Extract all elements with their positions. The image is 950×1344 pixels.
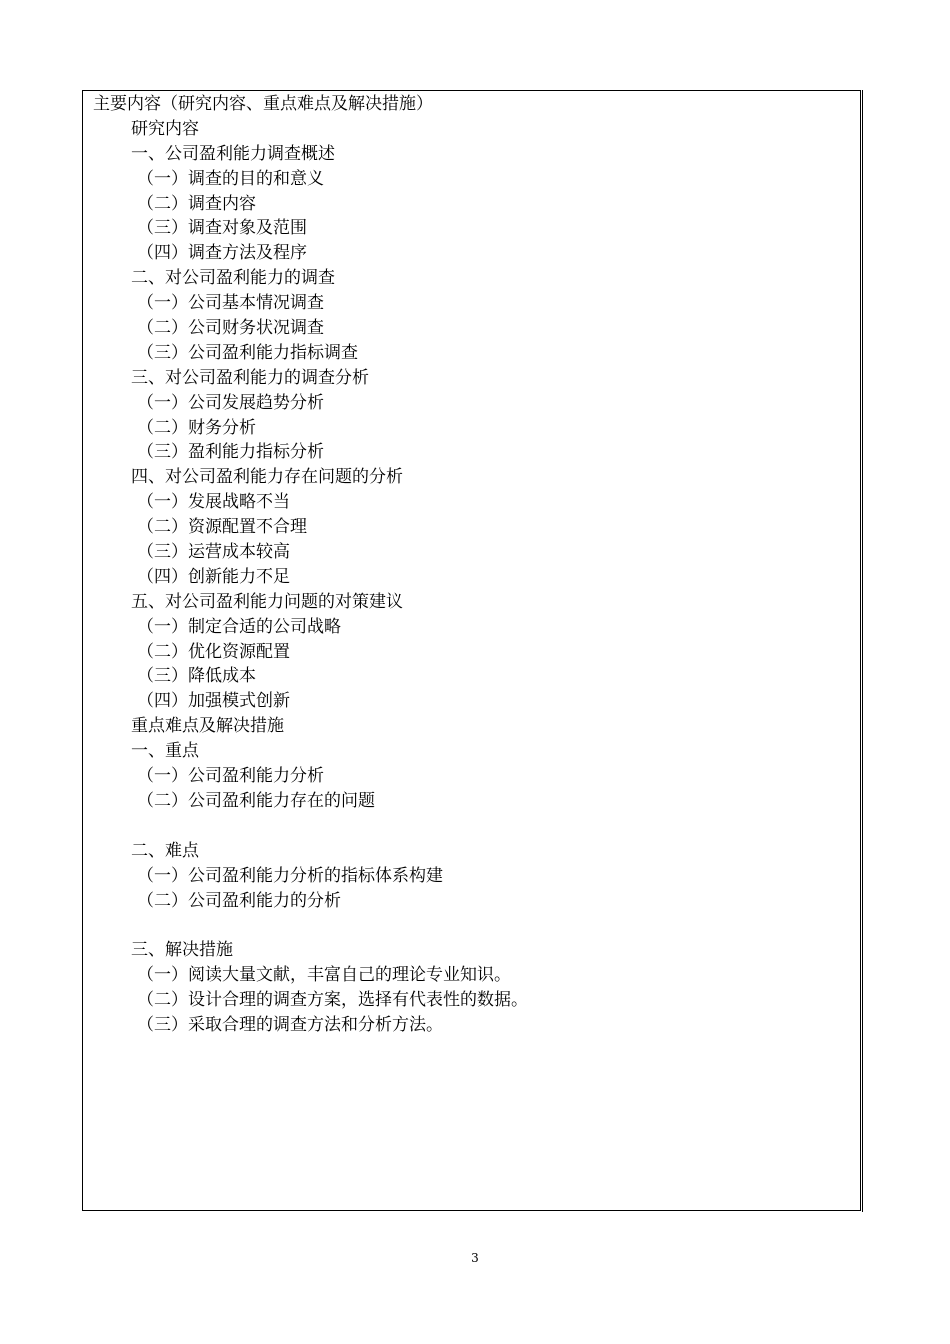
blank-line xyxy=(83,814,860,839)
outline-subitem: （三）调查对象及范围 xyxy=(137,218,307,239)
outline-subitem: （一）公司盈利能力分析 xyxy=(137,766,324,787)
outline-subitem: （一）调查的目的和意义 xyxy=(137,168,324,189)
blank-line xyxy=(83,913,860,938)
outline-subitem: （二）公司盈利能力存在的问题 xyxy=(137,790,375,811)
outline-subitem: （三）运营成本较高 xyxy=(137,542,290,563)
section-heading: 主要内容（研究内容、重点难点及解决措施） xyxy=(93,94,433,114)
outline-item: 五、对公司盈利能力问题的对策建议 xyxy=(131,591,403,612)
outline-subitem: （四）创新能力不足 xyxy=(137,566,290,587)
outline-subitem: （二）调查内容 xyxy=(137,193,256,214)
content-body xyxy=(83,92,860,1038)
outline-subitem: （三）盈利能力指标分析 xyxy=(137,442,324,463)
outline-subitem: （四）加强模式创新 xyxy=(137,691,290,712)
outline-item: 二、难点 xyxy=(131,840,199,861)
outline-subitem: （一）公司发展趋势分析 xyxy=(137,392,324,413)
outline-subitem: （三）公司盈利能力指标调查 xyxy=(137,342,358,363)
outline-item: 四、对公司盈利能力存在问题的分析 xyxy=(131,467,403,488)
outline-subitem: （三）采取合理的调查方法和分析方法。 xyxy=(137,1014,443,1035)
outline-subitem: （一）发展战略不当 xyxy=(137,492,290,513)
outline-subitem: （二）资源配置不合理 xyxy=(137,517,307,538)
outline-item: 研究内容 xyxy=(131,118,199,139)
outline-subitem: （二）公司盈利能力的分析 xyxy=(137,890,341,911)
outline-item: 一、重点 xyxy=(131,741,199,762)
outline-subitem: （三）降低成本 xyxy=(137,666,256,687)
page-number: 3 xyxy=(471,1251,479,1265)
outline-subitem: （二）公司财务状况调查 xyxy=(137,318,324,339)
outline-subitem: （二）财务分析 xyxy=(137,417,256,438)
outline-item: 二、对公司盈利能力的调查 xyxy=(131,268,335,289)
outline-subitem: （一）公司基本情况调查 xyxy=(137,293,324,314)
outline-subitem: （一）制定合适的公司战略 xyxy=(137,616,341,637)
outline-item: 一、公司盈利能力调查概述 xyxy=(131,143,335,164)
outline-subitem: （二）设计合理的调查方案，选择有代表性的数据。 xyxy=(137,990,528,1011)
outline-item: 三、解决措施 xyxy=(131,940,233,961)
outline-subitem: （一）阅读大量文献，丰富自己的理论专业知识。 xyxy=(137,965,511,986)
outline-subitem: （四）调查方法及程序 xyxy=(137,243,307,264)
outline-subitem: （一）公司盈利能力分析的指标体系构建 xyxy=(137,865,443,886)
outline-item: 重点难点及解决措施 xyxy=(131,716,284,737)
content-table-cell xyxy=(82,90,861,1211)
outline-subitem: （二）优化资源配置 xyxy=(137,641,290,662)
outline-item: 三、对公司盈利能力的调查分析 xyxy=(131,367,369,388)
